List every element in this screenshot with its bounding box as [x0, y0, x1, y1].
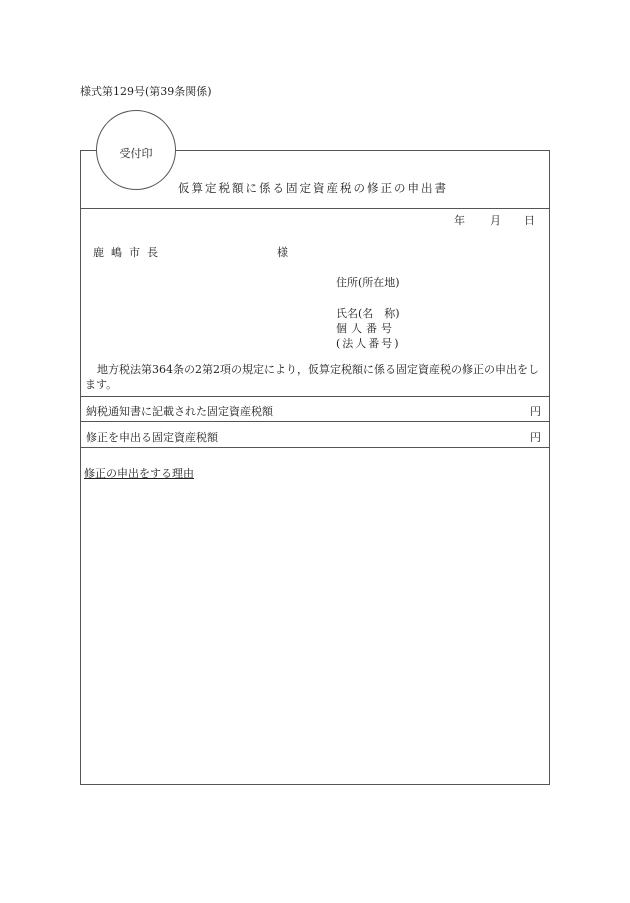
addressee-honorific: 様 — [277, 246, 288, 259]
title-divider — [80, 208, 550, 209]
row-divider — [80, 447, 550, 448]
stamp-label: 受付印 — [119, 147, 153, 160]
date-year-label: 年 — [454, 214, 465, 227]
individual-number-label: 個人番号 — [336, 322, 396, 335]
row-divider — [80, 396, 550, 397]
address-label: 住所(所在地) — [336, 276, 400, 289]
statement-text: 地方税法第364条の2第2項の規定により，仮算定税額に係る固定資産税の修正の申出をします。 — [85, 363, 539, 391]
row-divider — [80, 421, 550, 422]
date-day-label: 日 — [524, 214, 535, 227]
reception-stamp-area — [96, 110, 176, 190]
requested-tax-amount-label: 修正を申出る固定資産税額 — [86, 431, 218, 444]
reason-label: 修正の申出をする理由 — [84, 467, 194, 480]
form-number: 様式第129号(第39条関係) — [80, 85, 212, 98]
notified-tax-amount-unit: 円 — [530, 405, 541, 418]
requested-tax-amount-unit: 円 — [530, 431, 541, 444]
addressee-mayor: 鹿嶋市長 — [93, 246, 165, 259]
form-title: 仮算定税額に係る固定資産税の修正の申出書 — [178, 181, 448, 195]
notified-tax-amount-label: 納税通知書に記載された固定資産税額 — [86, 405, 273, 418]
corporate-number-label: (法人番号) — [336, 337, 401, 350]
date-month-label: 月 — [490, 214, 501, 227]
name-label: 氏名(名 称) — [336, 307, 400, 320]
